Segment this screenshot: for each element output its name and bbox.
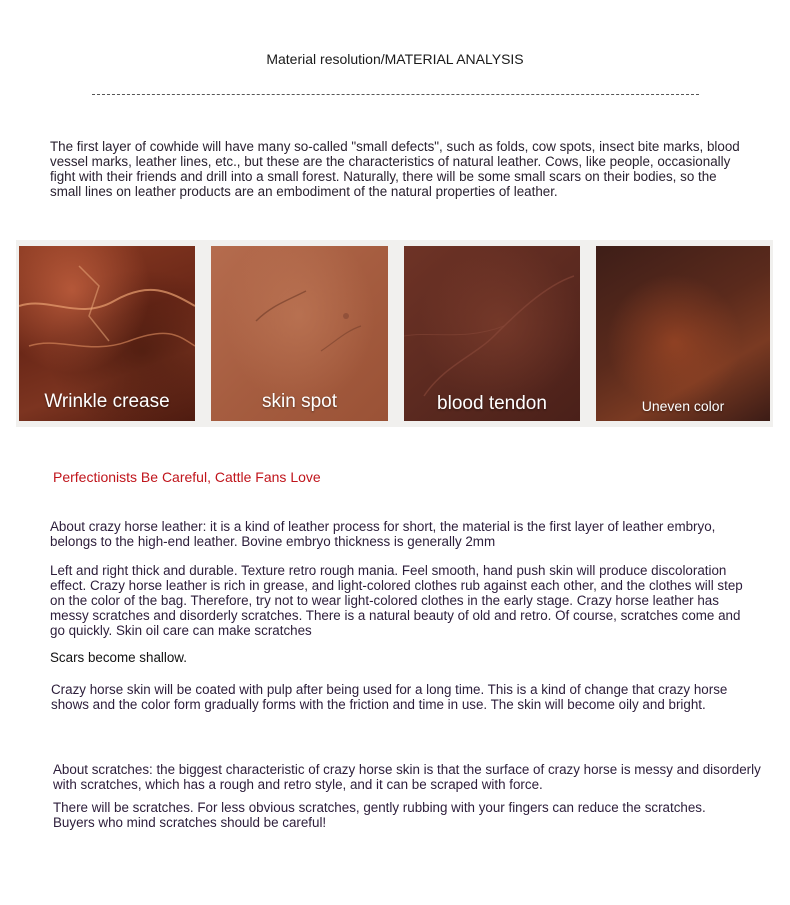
section-subheading: Perfectionists Be Careful, Cattle Fans Love [53, 469, 321, 485]
about-paragraph: About crazy horse leather: it is a kind of leather process for short, the material is the first layer of leather embryo, belongs to the high-end leather. Bovine embryo thickness is generally 2mm [50, 519, 716, 549]
dashed-divider [92, 94, 699, 95]
swatch-skin-spot [211, 246, 388, 421]
scratches-care-paragraph: There will be scratches. For less obvious scratches, gently rubbing with your fingers can reduce the scratches. Buyers who mind scratches should be careful! [53, 800, 706, 830]
intro-paragraph: The first layer of cowhide will have many so-called "small defects", such as folds, cow spots, insect bite marks, blood vessel marks, leather lines, etc., but these are the characteristics of natural leather. Cows, like people, occasionally fight with their friends and drill into a small forest. Naturally, there will be some small scars on their bodies, so the small lines on leather products are an embodiment of the natural properties of leather. [50, 139, 740, 199]
swatch-label: blood tendon [437, 393, 547, 414]
swatch-wrinkle-crease [19, 246, 195, 421]
swatch-label: skin spot [262, 391, 337, 412]
swatch-uneven-color [596, 246, 770, 421]
swatch-blood-tendon [404, 246, 580, 421]
page-title: Material resolution/MATERIAL ANALYSIS [266, 51, 524, 67]
patina-paragraph: Crazy horse skin will be coated with pulp after being used for a long time. This is a kind of change that crazy horse shows and the color form gradually forms with the friction and time in use. The skin will become oily and bright. [51, 682, 728, 712]
durability-paragraph: Left and right thick and durable. Texture retro rough mania. Feel smooth, hand push skin will produce discoloration effect. Crazy horse leather is rich in grease, and light-colored clothes rub against each other, and the clothes will step on the color of the bag. Therefore, try not to wear light-colored clothes in the early stage. Crazy horse leather has messy scratches and disorderly scratches. There is a natural beauty of old and retro. Of course, scratches come and go quickly. Skin oil care can make scratches [50, 563, 743, 638]
scratches-paragraph: About scratches: the biggest characteristic of crazy horse skin is that the surface of crazy horse is messy and disorderly with scratches, which has a rough and retro style, and it can be scraped with force. [53, 762, 761, 792]
swatch-label: Wrinkle crease [44, 391, 170, 412]
scars-line: Scars become shallow. [50, 650, 187, 665]
swatch-label: Uneven color [641, 398, 725, 414]
leather-swatch-strip [16, 240, 773, 427]
